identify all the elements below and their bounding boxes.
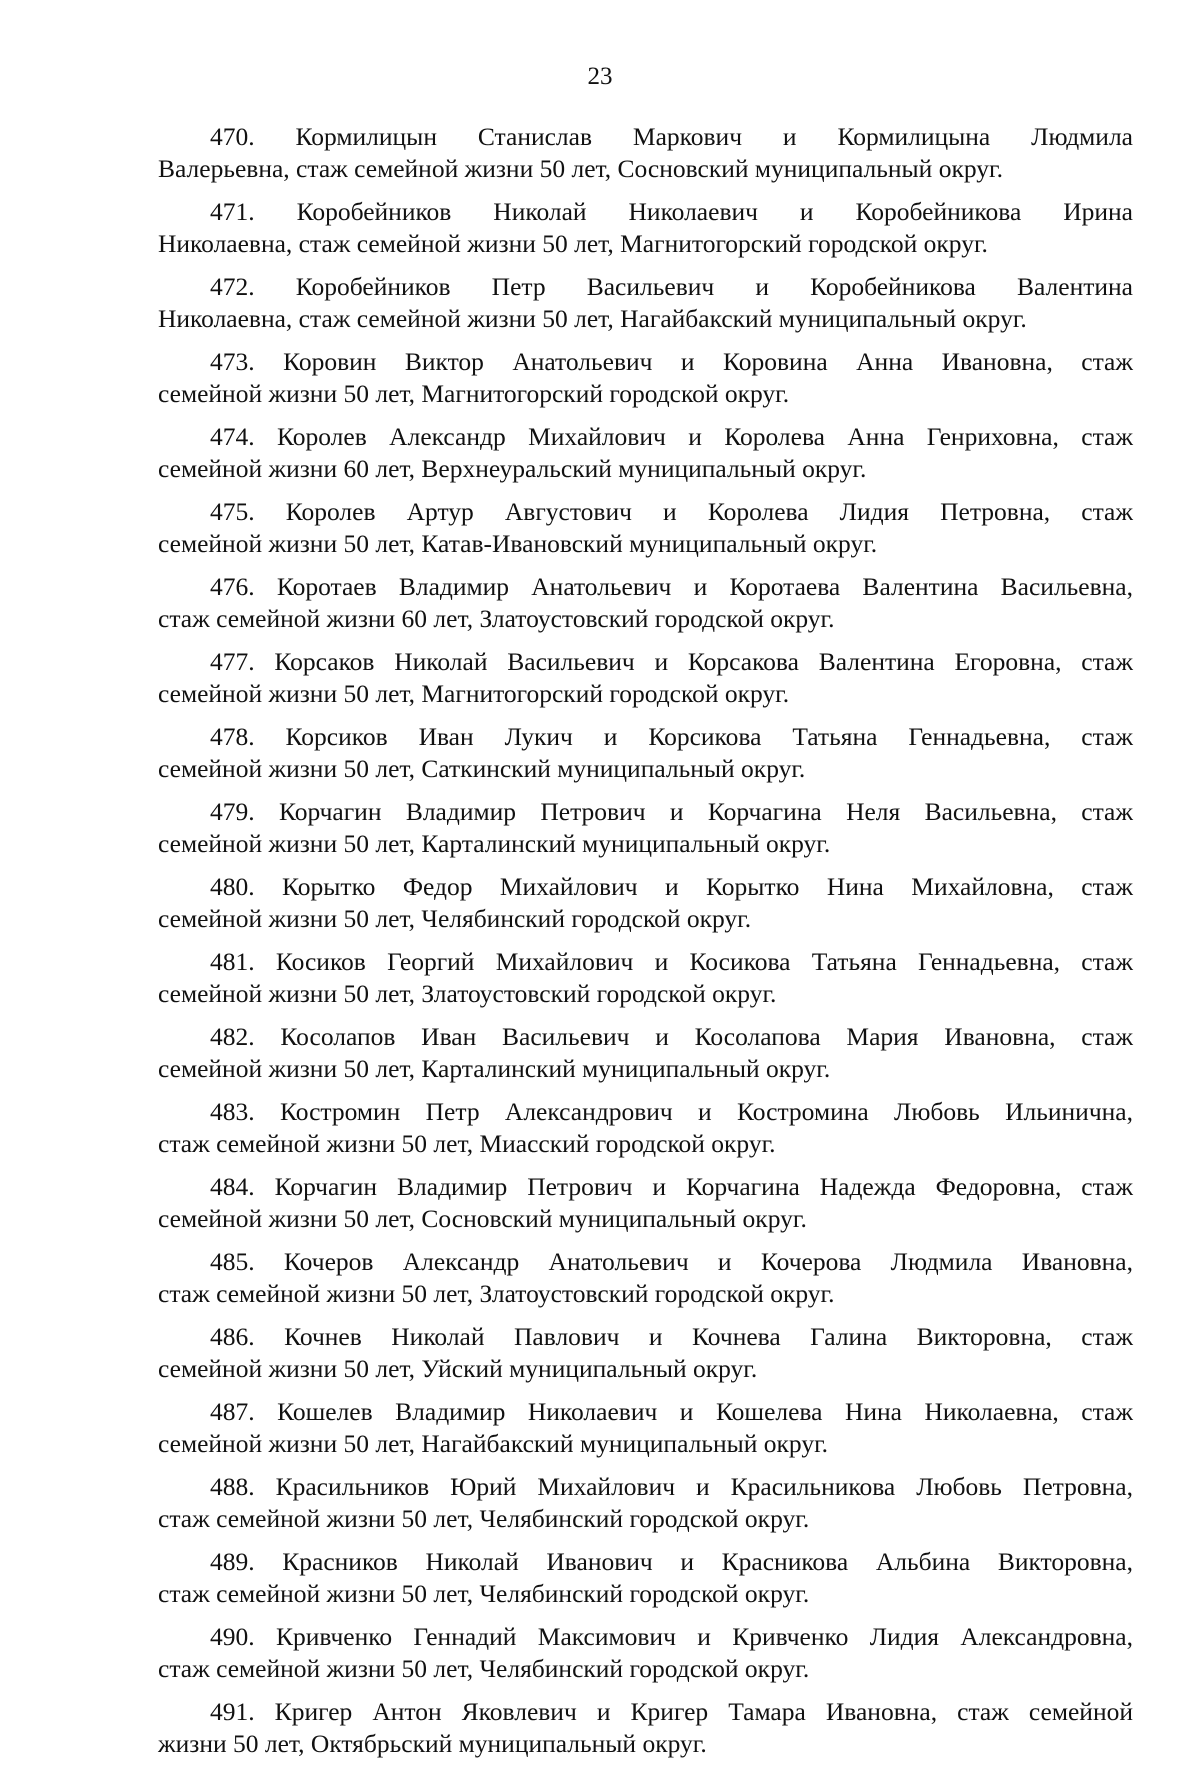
page-number: 23 [587,63,613,90]
list-item [158,1471,1133,1535]
entry-continuation-line: семейной жизни 50 лет, Сосновский муниципальный округ. [158,1204,807,1233]
entry-continuation-line: Николаевна, стаж семейной жизни 50 лет, Магнитогорский городской округ. [158,229,988,258]
entry-continuation-line: стаж семейной жизни 50 лет, Миасский городской округ. [158,1129,776,1158]
list-item [158,946,1133,1010]
list-item [158,1171,1133,1235]
entry-continuation-line: семейной жизни 50 лет, Челябинский городской округ. [158,904,752,933]
entry-first-line: 482. Косолапов Иван Васильевич и Косолапова Мария Ивановна, стаж [210,1022,1133,1051]
entry-continuation-line: жизни 50 лет, Октябрьский муниципальный округ. [158,1729,707,1758]
entry-continuation-line: семейной жизни 50 лет, Карталинский муниципальный округ. [158,1054,831,1083]
list-item [158,796,1133,860]
entry-first-line: 476. Коротаев Владимир Анатольевич и Коротаева Валентина Васильевна, [210,572,1133,601]
entry-first-line: 483. Костромин Петр Александрович и Костромина Любовь Ильинична, [210,1097,1133,1126]
entry-continuation-line: семейной жизни 50 лет, Уйский муниципальный округ. [158,1354,758,1383]
entries-list [158,121,1133,1771]
list-item [158,871,1133,935]
entry-first-line: 472. Коробейников Петр Васильевич и Коробейникова Валентина [210,272,1133,301]
entry-first-line: 484. Корчагин Владимир Петрович и Корчагина Надежда Федоровна, стаж [210,1172,1133,1201]
entry-first-line: 486. Кочнев Николай Павлович и Кочнева Галина Викторовна, стаж [210,1322,1133,1351]
entry-continuation-line: семейной жизни 50 лет, Нагайбакский муниципальный округ. [158,1429,829,1458]
entry-first-line: 490. Кривченко Геннадий Максимович и Кривченко Лидия Александровна, [210,1622,1133,1651]
list-item [158,1396,1133,1460]
entry-continuation-line: семейной жизни 50 лет, Златоустовский городской округ. [158,979,777,1008]
entry-first-line: 479. Корчагин Владимир Петрович и Корчагина Неля Васильевна, стаж [210,797,1133,826]
entry-continuation-line: Валерьевна, стаж семейной жизни 50 лет, Сосновский муниципальный округ. [158,154,1003,183]
entry-continuation-line: семейной жизни 50 лет, Саткинский муниципальный округ. [158,754,806,783]
entry-continuation-line: стаж семейной жизни 50 лет, Челябинский городской округ. [158,1504,810,1533]
entry-continuation-line: семейной жизни 50 лет, Карталинский муниципальный округ. [158,829,831,858]
list-item [158,496,1133,560]
list-item [158,646,1133,710]
entry-first-line: 470. Кормилицын Станислав Маркович и Кормилицына Людмила [210,122,1133,151]
entry-continuation-line: семейной жизни 50 лет, Магнитогорский городской округ. [158,679,790,708]
entry-first-line: 491. Кригер Антон Яковлевич и Кригер Тамара Ивановна, стаж семейной [210,1697,1133,1726]
list-item [158,1546,1133,1610]
entry-continuation-line: Николаевна, стаж семейной жизни 50 лет, Нагайбакский муниципальный округ. [158,304,1027,333]
list-item [158,121,1133,185]
entry-continuation-line: стаж семейной жизни 50 лет, Челябинский городской округ. [158,1654,810,1683]
list-item [158,721,1133,785]
list-item [158,271,1133,335]
list-item [158,571,1133,635]
list-item [158,1321,1133,1385]
entry-first-line: 489. Красников Николай Иванович и Красникова Альбина Викторовна, [210,1547,1133,1576]
entry-continuation-line: стаж семейной жизни 50 лет, Златоустовский городской округ. [158,1279,835,1308]
list-item [158,1246,1133,1310]
entry-first-line: 478. Корсиков Иван Лукич и Корсикова Татьяна Геннадьевна, стаж [210,722,1133,751]
list-item [158,196,1133,260]
entry-first-line: 481. Косиков Георгий Михайлович и Косикова Татьяна Геннадьевна, стаж [210,947,1133,976]
list-item [158,346,1133,410]
entry-first-line: 471. Коробейников Николай Николаевич и Коробейникова Ирина [210,197,1133,226]
entry-continuation-line: семейной жизни 50 лет, Катав-Ивановский муниципальный округ. [158,529,878,558]
list-item [158,1696,1133,1760]
list-item [158,1096,1133,1160]
entry-continuation-line: стаж семейной жизни 60 лет, Златоустовский городской округ. [158,604,835,633]
entry-first-line: 487. Кошелев Владимир Николаевич и Кошелева Нина Николаевна, стаж [210,1397,1133,1426]
entry-first-line: 477. Корсаков Николай Васильевич и Корсакова Валентина Егоровна, стаж [210,647,1133,676]
list-item [158,1621,1133,1685]
entry-first-line: 474. Королев Александр Михайлович и Королева Анна Генриховна, стаж [210,422,1133,451]
list-item [158,1021,1133,1085]
entry-continuation-line: стаж семейной жизни 50 лет, Челябинский городской округ. [158,1579,810,1608]
entry-first-line: 480. Корытко Федор Михайлович и Корытко Нина Михайловна, стаж [210,872,1133,901]
entry-first-line: 473. Коровин Виктор Анатольевич и Коровина Анна Ивановна, стаж [210,347,1133,376]
entry-first-line: 488. Красильников Юрий Михайлович и Красильникова Любовь Петровна, [210,1472,1133,1501]
entry-first-line: 485. Кочеров Александр Анатольевич и Кочерова Людмила Ивановна, [210,1247,1133,1276]
entry-continuation-line: семейной жизни 60 лет, Верхнеуральский муниципальный округ. [158,454,867,483]
entry-continuation-line: семейной жизни 50 лет, Магнитогорский городской округ. [158,379,790,408]
list-item [158,421,1133,485]
entry-first-line: 475. Королев Артур Августович и Королева Лидия Петровна, стаж [210,497,1133,526]
